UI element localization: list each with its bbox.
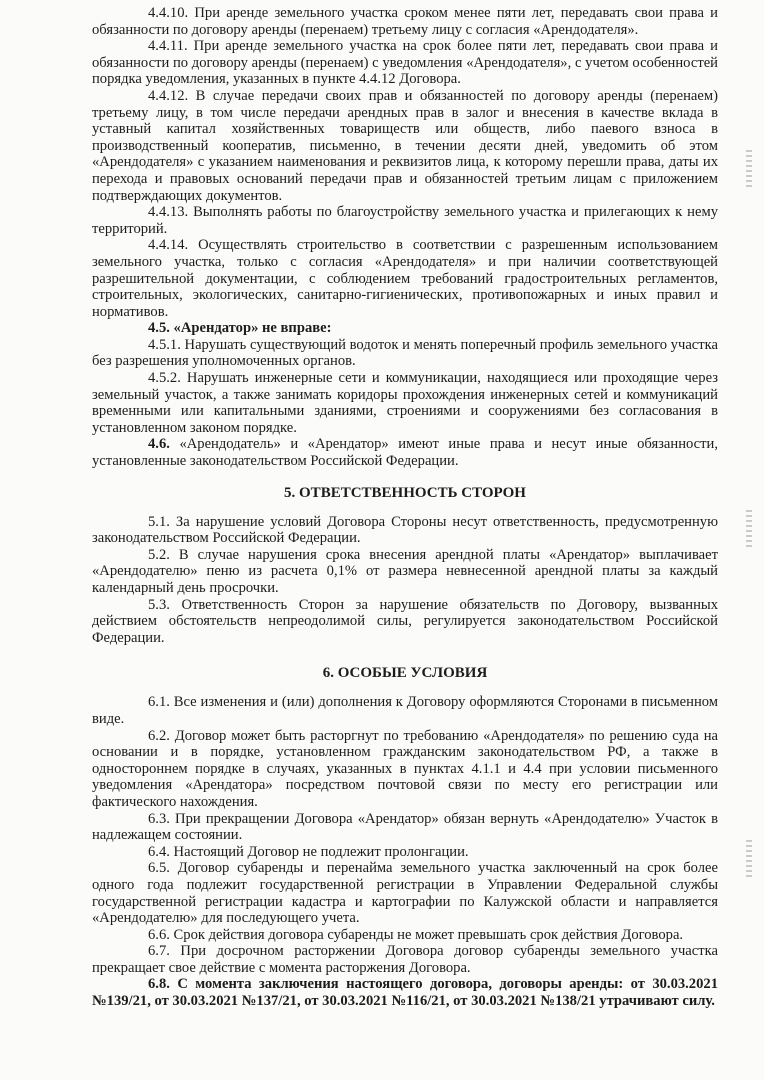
clause-number: 6.2. — [148, 727, 170, 744]
clause-text: Выполнять работы по благоустройству земельного участка и прилегающих к нему территорий. — [92, 204, 718, 237]
clause — [92, 237, 718, 320]
clause-number: 6.5. — [148, 860, 170, 877]
clause-number: 5.2. — [148, 546, 170, 563]
clause — [92, 370, 718, 436]
clause-6-8 — [92, 976, 718, 1009]
clause-text: При досрочном расторжении Договора договор субаренды земельного участка прекращает свое действие с момента расторжения Договора. — [92, 943, 718, 976]
clause-number: 4.4.14. — [148, 237, 189, 254]
clause-text: В случае нарушения срока внесения арендной платы «Арендатор» выплачивает «Арендодателю» пеню из расчета 0,1% от размера невнесенной арендной платы за каждый календарный день просрочки. — [92, 546, 718, 596]
clause-number: 4.4.13. — [148, 204, 189, 221]
clause — [92, 597, 718, 647]
section-6-title: 6. ОСОБЫЕ УСЛОВИЯ — [322, 665, 488, 682]
clause-number: 4.4.11. — [148, 38, 188, 55]
clause — [92, 943, 718, 976]
document-page — [92, 5, 718, 1010]
section-5-title: 5. ОТВЕТСТВЕННОСТЬ СТОРОН — [284, 484, 526, 501]
clause-number: 6.8. — [148, 976, 170, 993]
clause-text: Договор может быть расторгнут по требованию «Арендодателя» по решению суда на основании и в порядке, установленном гражданским законодательством РФ, а также в одностороннем порядке в случаях, указанных в пунктах 4.1.1 и 4.4 при условии письменного уведомления «Арендатора» посредством почтовой связи по месту его регистрации или фактического нахождения. — [92, 727, 718, 810]
clause-number: 5.3. — [148, 596, 170, 613]
scan-artifact — [746, 510, 752, 550]
section-6-clauses — [92, 694, 718, 976]
clause — [92, 860, 718, 926]
section-5-clauses — [92, 514, 718, 647]
scan-artifact — [746, 840, 752, 880]
clause-text: Осуществлять строительство в соответствии с разрешенным использованием земельного участка, только с согласия «Арендодателя» и при наличии соответствующей разрешительной документации, с соблюдением требований градостроительных регламентов, строительных, экологических, санитарно-гигиенических, противопожарных и иных правил и нормативов. — [92, 237, 718, 320]
clause-number: 6.1. — [148, 694, 170, 711]
clause-text: «Арендодатель» и «Арендатор» имеют иные права и несут иные обязанности, установленные законодательством Российской Федерации. — [92, 436, 718, 470]
clause — [92, 728, 718, 811]
clause — [92, 204, 718, 237]
clause-text: Настоящий Договор не подлежит пролонгации. — [173, 843, 469, 860]
clause-text: В случае передачи своих прав и обязанностей по договору аренды (перенаем) третьему лицу, в том числе передачи арендных прав в залог и внесения в качестве вклада в уставный капитал хозяйственных товариществ или обществ, либо паевого взноса в производственный кооператив, письменно, в течении десяти дней, уведомить об этом «Арендодателя» с указанием наименования и реквизитов лица, к которому перешли права, даты их перехода и правовых оснований передачи прав и обязанностей третьим лицам с приложением подтверждающих документов. — [92, 87, 718, 204]
clause-number: 6.3. — [148, 810, 170, 827]
clause-number: 4.4.10. — [148, 5, 189, 21]
clause-text: Нарушать существующий водоток и менять поперечный профиль земельного участка без разрешения уполномоченных органов. — [92, 336, 718, 370]
scan-artifact — [746, 150, 752, 190]
clause-4-5-heading: 4.5. «Арендатор» не вправе: — [148, 320, 332, 337]
section-4-5-clauses — [92, 337, 718, 437]
clause-number: 6.7. — [148, 943, 170, 960]
clause — [92, 514, 718, 547]
clause-number: 4.5.2. — [148, 370, 181, 387]
clause-text: С момента заключения настоящего договора, договоры аренды: от 30.03.2021 №139/21, от 30.03.2021 №137/21, от 30.03.2021 №116/21, от 30.03.2021 №138/21 утрачивают силу. — [92, 976, 718, 1010]
clause — [92, 844, 718, 861]
section-4-clauses — [92, 5, 718, 320]
clause-number: 6.6. — [148, 926, 170, 943]
clause — [92, 927, 718, 944]
clause-text: За нарушение условий Договора Стороны несут ответственность, предусмотренную законодательством Российской Федерации. — [92, 513, 718, 547]
clause-4-6 — [92, 436, 718, 469]
clause — [92, 547, 718, 597]
clause-number: 4.4.12. — [148, 87, 189, 104]
clause-text: Все изменения и (или) дополнения к Договору оформляются Сторонами в письменном виде. — [92, 694, 719, 727]
clause-number: 4.6. — [148, 436, 170, 453]
clause — [92, 337, 718, 370]
clause — [92, 38, 718, 88]
clause-text: Договор субаренды и перенайма земельного участка заключенный на срок более одного года подлежит государственной регистрации в Управлении Федеральной службы государственной регистрации кадастра и картографии по Калужской области и направляется «Арендодателю» для последующего учета. — [92, 860, 718, 927]
clause — [92, 88, 718, 204]
clause — [92, 5, 718, 38]
clause-number: 4.5.1. — [148, 336, 181, 353]
clause — [92, 811, 718, 844]
clause-number: 5.1. — [148, 513, 170, 530]
clause-text: При прекращении Договора «Арендатор» обязан вернуть «Арендодателю» Участок в надлежащем состоянии. — [92, 810, 719, 844]
clause-text: Нарушать инженерные сети и коммуникации, находящиеся или проходящие через земельный участок, а также занимать коридоры прохождения инженерных сетей и коммуникаций временными или капитальными зданиями, строениями и сооружениями без согласования в установленном законом порядке. — [92, 370, 718, 436]
clause-text: Ответственность Сторон за нарушение обязательств по Договору, вызванных действием обстоятельств непреодолимой силы, регулируется законодательством Российской Федерации. — [92, 596, 718, 646]
clause — [92, 694, 718, 727]
clause-text: При аренде земельного участка на срок более пяти лет, передавать свои права и обязанности по договору аренды (перенаем) с уведомления «Арендодателя», с учетом особенностей порядка уведомления, указанных в пункте 4.4.12 Договора. — [92, 38, 718, 88]
clause-number: 6.4. — [148, 843, 170, 860]
clause-text: При аренде земельного участка сроком менее пяти лет, передавать свои права и обязанности по договору аренды (перенаем) третьему лицу с согласия «Арендодателя». — [92, 5, 718, 38]
clause-text: Срок действия договора субаренды не может превышать срок действия Договора. — [173, 926, 684, 943]
